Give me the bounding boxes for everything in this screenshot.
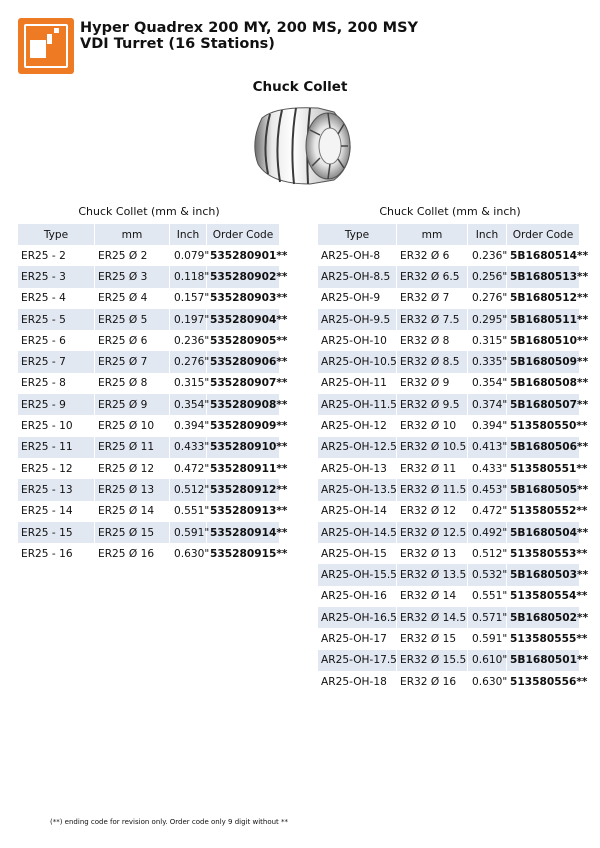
- cell-mm: ER32 Ø 9.5: [397, 394, 468, 415]
- cell-type: AR25-OH-16.5: [318, 607, 397, 628]
- cell-order-code: 535280906**: [207, 351, 280, 372]
- left-collet-table: [18, 224, 288, 564]
- cell-mm: ER25 Ø 11: [95, 437, 170, 458]
- logo-block-medium: [47, 34, 52, 44]
- cell-order-code: 513580553**: [507, 543, 580, 564]
- cell-inch: 0.374": [468, 394, 507, 415]
- cell-inch: 0.413": [468, 437, 507, 458]
- cell-order-code: 5B1680501**: [507, 650, 580, 671]
- cell-mm: ER25 Ø 6: [95, 330, 170, 351]
- cell-type: AR25-OH-15: [318, 543, 397, 564]
- brand-logo: [18, 18, 74, 74]
- logo-block-large: [30, 40, 46, 58]
- cell-type: AR25-OH-8: [318, 245, 397, 266]
- cell-order-code: 5B1680503**: [507, 564, 580, 585]
- section-title: Chuck Collet: [252, 79, 348, 95]
- table-row: [18, 330, 280, 351]
- cell-inch: 0.394": [468, 415, 507, 436]
- right-table-caption: Chuck Collet (mm & inch): [379, 205, 521, 218]
- cell-order-code: 535280902**: [207, 266, 280, 287]
- cell-order-code: 5B1680514**: [507, 245, 580, 266]
- table-row: [318, 245, 580, 266]
- cell-inch: 0.354": [170, 394, 207, 415]
- cell-inch: 0.591": [468, 628, 507, 649]
- cell-mm: ER25 Ø 5: [95, 309, 170, 330]
- cell-type: AR25-OH-15.5: [318, 564, 397, 585]
- right-collet-table: [318, 224, 589, 692]
- title-line-2: VDI Turret (16 Stations): [80, 36, 275, 52]
- cell-mm: ER25 Ø 8: [95, 373, 170, 394]
- cell-mm: ER32 Ø 6: [397, 245, 468, 266]
- table-row: [318, 543, 580, 564]
- cell-mm: ER32 Ø 8.5: [397, 351, 468, 372]
- cell-mm: ER32 Ø 10.5: [397, 437, 468, 458]
- cell-mm: ER32 Ø 7: [397, 288, 468, 309]
- left-table-caption: Chuck Collet (mm & inch): [78, 205, 220, 218]
- cell-type: ER25 - 11: [18, 437, 95, 458]
- cell-order-code: 513580555**: [507, 628, 580, 649]
- cell-inch: 0.236": [170, 330, 207, 351]
- table-row: [18, 245, 280, 266]
- cell-mm: ER32 Ø 7.5: [397, 309, 468, 330]
- cell-mm: ER25 Ø 16: [95, 543, 170, 564]
- cell-type: AR25-OH-11: [318, 373, 397, 394]
- cell-mm: ER25 Ø 3: [95, 266, 170, 287]
- cell-order-code: 535280915**: [207, 543, 280, 564]
- table-row: [18, 543, 280, 564]
- cell-order-code: 513580554**: [507, 586, 580, 607]
- column-header-type: Type: [18, 224, 95, 245]
- cell-type: AR25-OH-8.5: [318, 266, 397, 287]
- cell-mm: ER32 Ø 6.5: [397, 266, 468, 287]
- cell-order-code: 535280914**: [207, 522, 280, 543]
- cell-inch: 0.276": [468, 288, 507, 309]
- table-row: [18, 373, 280, 394]
- cell-mm: ER25 Ø 15: [95, 522, 170, 543]
- cell-type: ER25 - 3: [18, 266, 95, 287]
- cell-mm: ER25 Ø 10: [95, 415, 170, 436]
- cell-type: ER25 - 16: [18, 543, 95, 564]
- cell-inch: 0.630": [170, 543, 207, 564]
- cell-inch: 0.295": [468, 309, 507, 330]
- table-row: [318, 266, 580, 287]
- cell-type: ER25 - 13: [18, 479, 95, 500]
- cell-order-code: 535280911**: [207, 458, 280, 479]
- cell-order-code: 5B1680506**: [507, 437, 580, 458]
- table-row: [318, 309, 580, 330]
- cell-mm: ER32 Ø 16: [397, 671, 468, 692]
- column-header-type: Type: [318, 224, 397, 245]
- cell-type: ER25 - 10: [18, 415, 95, 436]
- cell-mm: ER32 Ø 8: [397, 330, 468, 351]
- cell-order-code: 535280904**: [207, 309, 280, 330]
- cell-type: AR25-OH-10: [318, 330, 397, 351]
- column-header-inch: Inch: [170, 224, 207, 245]
- cell-inch: 0.512": [468, 543, 507, 564]
- table-row: [18, 522, 280, 543]
- cell-mm: ER32 Ø 11: [397, 458, 468, 479]
- cell-type: AR25-OH-18: [318, 671, 397, 692]
- cell-mm: ER25 Ø 13: [95, 479, 170, 500]
- cell-order-code: 5B1680507**: [507, 394, 580, 415]
- cell-mm: ER32 Ø 14: [397, 586, 468, 607]
- table-row: [318, 288, 580, 309]
- cell-order-code: 535280905**: [207, 330, 280, 351]
- table-row: [318, 394, 580, 415]
- table-row: [318, 650, 580, 671]
- cell-type: AR25-OH-9: [318, 288, 397, 309]
- title-line-1: Hyper Quadrex 200 MY, 200 MS, 200 MSY: [80, 20, 419, 36]
- table-row: [318, 415, 580, 436]
- table-row: [318, 479, 580, 500]
- table-row: [318, 330, 580, 351]
- column-header-order-code: Order Code: [207, 224, 280, 245]
- cell-order-code: 5B1680505**: [507, 479, 580, 500]
- cell-mm: ER25 Ø 12: [95, 458, 170, 479]
- cell-inch: 0.472": [170, 458, 207, 479]
- cell-type: ER25 - 9: [18, 394, 95, 415]
- cell-inch: 0.197": [170, 309, 207, 330]
- table-row: [318, 607, 580, 628]
- table-row: [318, 628, 580, 649]
- cell-inch: 0.256": [468, 266, 507, 287]
- footnote: (**) ending code for revision only. Order code only 9 digit without **: [50, 818, 289, 826]
- cell-inch: 0.079": [170, 245, 207, 266]
- cell-type: AR25-OH-12.5: [318, 437, 397, 458]
- cell-type: ER25 - 8: [18, 373, 95, 394]
- logo-block-small: [54, 28, 59, 33]
- cell-order-code: 5B1680508**: [507, 373, 580, 394]
- table-row: [18, 501, 280, 522]
- table-header-row: [318, 224, 580, 245]
- cell-type: ER25 - 4: [18, 288, 95, 309]
- chuck-collet-image: [248, 104, 356, 186]
- cell-order-code: 513580550**: [507, 415, 580, 436]
- cell-inch: 0.630": [468, 671, 507, 692]
- cell-order-code: 535280903**: [207, 288, 280, 309]
- cell-inch: 0.532": [468, 564, 507, 585]
- cell-type: ER25 - 6: [18, 330, 95, 351]
- cell-mm: ER32 Ø 10: [397, 415, 468, 436]
- cell-inch: 0.394": [170, 415, 207, 436]
- cell-mm: ER32 Ø 13.5: [397, 564, 468, 585]
- cell-order-code: 535280908**: [207, 394, 280, 415]
- cell-inch: 0.472": [468, 501, 507, 522]
- cell-type: ER25 - 14: [18, 501, 95, 522]
- cell-order-code: 5B1680504**: [507, 522, 580, 543]
- cell-mm: ER25 Ø 7: [95, 351, 170, 372]
- cell-type: ER25 - 5: [18, 309, 95, 330]
- cell-type: AR25-OH-10.5: [318, 351, 397, 372]
- table-row: [318, 437, 580, 458]
- table-row: [318, 373, 580, 394]
- cell-type: ER25 - 15: [18, 522, 95, 543]
- cell-mm: ER32 Ø 9: [397, 373, 468, 394]
- cell-order-code: 5B1680511**: [507, 309, 580, 330]
- cell-type: AR25-OH-13.5: [318, 479, 397, 500]
- cell-inch: 0.551": [468, 586, 507, 607]
- table-header-row: [18, 224, 280, 245]
- cell-type: AR25-OH-17: [318, 628, 397, 649]
- cell-type: AR25-OH-14: [318, 501, 397, 522]
- cell-order-code: 535280912**: [207, 479, 280, 500]
- cell-mm: ER32 Ø 15.5: [397, 650, 468, 671]
- cell-order-code: 513580556**: [507, 671, 580, 692]
- cell-inch: 0.315": [170, 373, 207, 394]
- cell-type: AR25-OH-13: [318, 458, 397, 479]
- cell-type: ER25 - 2: [18, 245, 95, 266]
- column-header-order-code: Order Code: [507, 224, 580, 245]
- cell-order-code: 5B1680502**: [507, 607, 580, 628]
- cell-mm: ER25 Ø 2: [95, 245, 170, 266]
- cell-mm: ER32 Ø 12.5: [397, 522, 468, 543]
- cell-type: AR25-OH-11.5: [318, 394, 397, 415]
- cell-inch: 0.433": [468, 458, 507, 479]
- table-row: [318, 458, 580, 479]
- cell-mm: ER32 Ø 12: [397, 501, 468, 522]
- table-row: [318, 671, 580, 692]
- cell-inch: 0.335": [468, 351, 507, 372]
- cell-order-code: 535280901**: [207, 245, 280, 266]
- cell-inch: 0.591": [170, 522, 207, 543]
- table-row: [318, 522, 580, 543]
- table-row: [18, 288, 280, 309]
- column-header-inch: Inch: [468, 224, 507, 245]
- cell-inch: 0.236": [468, 245, 507, 266]
- cell-order-code: 535280909**: [207, 415, 280, 436]
- page-title: [80, 20, 418, 52]
- cell-inch: 0.571": [468, 607, 507, 628]
- cell-type: AR25-OH-9.5: [318, 309, 397, 330]
- cell-type: ER25 - 12: [18, 458, 95, 479]
- cell-inch: 0.492": [468, 522, 507, 543]
- table-row: [18, 458, 280, 479]
- cell-order-code: 5B1680512**: [507, 288, 580, 309]
- cell-mm: ER25 Ø 9: [95, 394, 170, 415]
- cell-inch: 0.433": [170, 437, 207, 458]
- cell-mm: ER32 Ø 11.5: [397, 479, 468, 500]
- cell-mm: ER32 Ø 14.5: [397, 607, 468, 628]
- table-row: [318, 564, 580, 585]
- cell-order-code: 535280910**: [207, 437, 280, 458]
- cell-order-code: 5B1680509**: [507, 351, 580, 372]
- cell-inch: 0.512": [170, 479, 207, 500]
- cell-inch: 0.276": [170, 351, 207, 372]
- table-row: [318, 351, 580, 372]
- cell-inch: 0.453": [468, 479, 507, 500]
- cell-type: AR25-OH-14.5: [318, 522, 397, 543]
- table-row: [318, 586, 580, 607]
- cell-order-code: 535280907**: [207, 373, 280, 394]
- cell-mm: ER32 Ø 15: [397, 628, 468, 649]
- column-header-mm: mm: [397, 224, 468, 245]
- cell-type: AR25-OH-16: [318, 586, 397, 607]
- cell-order-code: 5B1680510**: [507, 330, 580, 351]
- cell-inch: 0.118": [170, 266, 207, 287]
- cell-order-code: 535280913**: [207, 501, 280, 522]
- cell-inch: 0.315": [468, 330, 507, 351]
- table-row: [18, 415, 280, 436]
- cell-inch: 0.610": [468, 650, 507, 671]
- cell-mm: ER25 Ø 14: [95, 501, 170, 522]
- cell-order-code: 513580551**: [507, 458, 580, 479]
- table-row: [18, 266, 280, 287]
- cell-inch: 0.354": [468, 373, 507, 394]
- cell-type: AR25-OH-12: [318, 415, 397, 436]
- table-row: [18, 437, 280, 458]
- table-row: [318, 501, 580, 522]
- cell-order-code: 513580552**: [507, 501, 580, 522]
- table-row: [18, 351, 280, 372]
- cell-mm: ER32 Ø 13: [397, 543, 468, 564]
- cell-order-code: 5B1680513**: [507, 266, 580, 287]
- table-row: [18, 394, 280, 415]
- table-row: [18, 479, 280, 500]
- cell-inch: 0.157": [170, 288, 207, 309]
- table-row: [18, 309, 280, 330]
- cell-type: ER25 - 7: [18, 351, 95, 372]
- cell-type: AR25-OH-17.5: [318, 650, 397, 671]
- cell-inch: 0.551": [170, 501, 207, 522]
- column-header-mm: mm: [95, 224, 170, 245]
- cell-mm: ER25 Ø 4: [95, 288, 170, 309]
